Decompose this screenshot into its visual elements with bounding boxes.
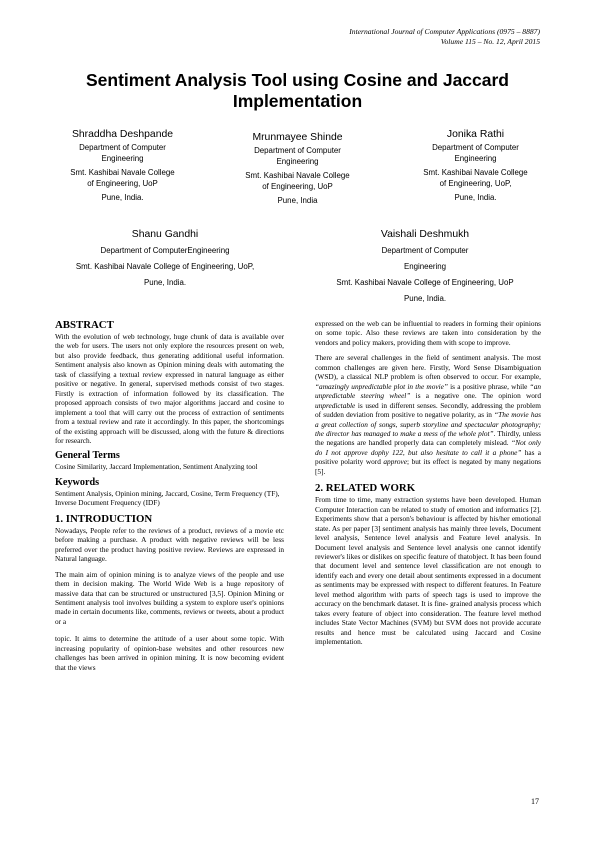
- example-quote: “an unpredictable steering wheel”: [315, 381, 541, 401]
- general-terms-heading: General Terms: [55, 450, 120, 462]
- author-location: Pune, India.: [101, 193, 144, 202]
- author-department-cont: Engineering: [101, 153, 144, 163]
- author-location: Pune, India.: [403, 294, 447, 303]
- author-location: Pune, India: [277, 196, 318, 205]
- author-name: Shraddha Deshpande: [71, 129, 174, 140]
- paper-title-line-2: Implementation: [232, 91, 363, 111]
- author-location: Pune, India.: [143, 278, 187, 287]
- journal-header: [349, 27, 540, 47]
- introduction-heading: 1. INTRODUCTION: [55, 512, 153, 525]
- general-terms-text: Cosine Similarity, Jaccard Implementation, Sentiment Analyzing tool: [55, 462, 258, 472]
- journal-name: International Journal of Computer Applications (0975 – 8887): [349, 27, 540, 36]
- right-column: [315, 319, 541, 647]
- author-name: Vaishali Deshmukh: [380, 229, 470, 240]
- author-college-cont: of Engineering, UoP: [262, 181, 333, 191]
- author-college: Smt. Kashibai Navale College: [70, 168, 175, 177]
- author-department-cont: Engineering: [403, 262, 447, 271]
- keywords-heading: Keywords: [55, 476, 100, 488]
- author-block: [50, 228, 280, 291]
- author-college: Smt. Kashibai Navale College of Engineering, UoP: [336, 278, 514, 287]
- paper-title: [40, 70, 555, 112]
- author-department: Department of Computer: [254, 146, 341, 155]
- author-name: Mrunmayee Shinde: [252, 132, 343, 143]
- author-department: Department of Computer: [381, 246, 469, 255]
- author-block: [220, 131, 375, 207]
- page-number: 17: [531, 797, 539, 806]
- author-college: Smt. Kashibai Navale College of Engineering, UoP,: [75, 262, 255, 271]
- abstract-text: With the evolution of web technology, huge chunk of data is available over the web for users. The users not only explore the resources present on web, but also provide feedback, thus generating additional useful information. Sentiment analysis also known as Opinion mining deals with automating the task of classifying a textual review expressed in natural language as either positive or negative. In general, supervised methods consist of two stages. Firstly is extraction of information followed by its classification. The proposed approach consists of two major algorithms jaccard and cosine to implement a tool that will carry out the process of extraction of sentiments from a textual review and rate it accordingly. In this paper, the shortcomings of the existing approach will be discussed, along with the future & directions for research.: [55, 332, 284, 445]
- author-college: Smt. Kashibai Navale College: [423, 168, 528, 177]
- intro-continued-paragraph: expressed on the web can be influential to readers in forming their opinions on some topic. Also these reviews are taken into consideration by the vendors and policy makers, providing them with scope to improve.: [315, 319, 541, 347]
- related-work-heading: 2. RELATED WORK: [315, 482, 416, 495]
- intro-paragraph: Nowadays, People refer to the reviews of a product, reviews of a movie etc before making a purchase. A product with negative reviews will be less preferred over the product having positive review. Reviews are expressed in Natural language.: [55, 525, 284, 564]
- author-college: Smt. Kashibai Navale College: [245, 171, 350, 180]
- example-quote: “Not only do I not approve dophy 122, but also hesitate to call it a phone”: [315, 438, 541, 457]
- paper-title-line-1: Sentiment Analysis Tool using Cosine and Jaccard: [85, 70, 510, 90]
- keywords-text: Sentiment Analysis, Opinion mining, Jaccard, Cosine, Term Frequency (TF), Inverse Document Frequency (IDF): [55, 488, 280, 508]
- intro-paragraph: topic. It aims to determine the attitude of a user about some topic. With increasing popularity of opinion-base websites and other resources new challenges has been arrived in opinion mining. It is now becoming evident that the views: [55, 634, 284, 672]
- journal-volume: Volume 115 – No. 12, April 2015: [440, 37, 540, 46]
- author-location: Pune, India.: [454, 193, 497, 202]
- intro-paragraph: The main aim of opinion mining is to analyze views of the people and use them in decision making. The World Wide Web is a huge repository of massive data that can be structured or unstructured [3,5]. Opinion Mining or Sentiment analysis tool involves building a system to explore user's opinions made in certain documents like, comments, reviews or tweets, about a product or a: [55, 569, 284, 626]
- author-department: Department of Computer: [79, 143, 166, 152]
- author-department: Department of Computer: [432, 143, 519, 152]
- author-block: [398, 128, 553, 204]
- author-name: Shanu Gandhi: [131, 229, 199, 240]
- author-block: [305, 228, 545, 307]
- example-word: unpredictable: [315, 400, 356, 410]
- author-college-cont: of Engineering, UoP: [87, 178, 158, 188]
- author-department-cont: Engineering: [276, 156, 319, 166]
- left-column: [55, 319, 284, 672]
- challenges-paragraph: There are several challenges in the field of sentiment analysis. The most common challenges are given here. Firstly, Word Sense Disambiguation (WSD), a classical NLP problem is often observed to occur. For example, “amazingly unpredictable plot in the movie” is a positive phrase, while “an unpredictable steering wheel” is a negative one. The opinion word unpredictable is used in different senses. Secondly, addressing the problem of sudden deviation from positive to negative polarity, as in “The movie has a great collection of songs, superb storyline and spectacular photography; the director has managed to make a mess of the whole plot”. Thirdly, unless the negations are handled properly data can completely mislead. “Not only do I not approve dophy 122, but also hesitate to call it a phone” has a positive polarity word approve; but its effect is negated by many negations [5].: [315, 353, 541, 476]
- author-department-cont: Engineering: [454, 153, 497, 163]
- related-work-text: From time to time, many extraction systems have been developed. Human Computer Interaction can be related to study of emotion and informatics [2]. Experiments show that a person's behaviour is affected by his/her emotional state. As per paper [3] sentiment analysis has mainly three levels, Document level analysis, Sentence level analysis and Feature level analysis. In Document level analysis and Sentence level analysis one cannot identify reviewer's likes or dislikes on specific feature of thatobject. It has been found that document level and sentence level classification are not enough to identify each and every one detail about sentiments expressed in a document as sentiments may be expressed with respect to different features. In Feature level method algorithm with parts of speech tags is used to improve the accuracy on the benchmark dataset. It is fine- grained analysis process which takes every feature of object into consideration. The feature level method includes State Vector Machines (SVM) but SVM does not provide accurate results and hence must be calculated using Jaccard and Cosine implementation.: [315, 495, 541, 647]
- abstract-heading: ABSTRACT: [55, 319, 114, 331]
- example-quote: “amazingly unpredictable plot in the movie”: [315, 381, 448, 391]
- author-college-cont: of Engineering, UoP,: [439, 178, 512, 188]
- author-department: Department of ComputerEngineering: [100, 246, 230, 255]
- example-quote: “The movie has a great collection of songs, superb storyline and spectacular photography; the director has managed to make a mess of the whole plot”: [315, 410, 541, 438]
- author-name: Jonika Rathi: [446, 129, 505, 140]
- example-word: approve: [383, 457, 408, 467]
- author-block: [45, 128, 200, 204]
